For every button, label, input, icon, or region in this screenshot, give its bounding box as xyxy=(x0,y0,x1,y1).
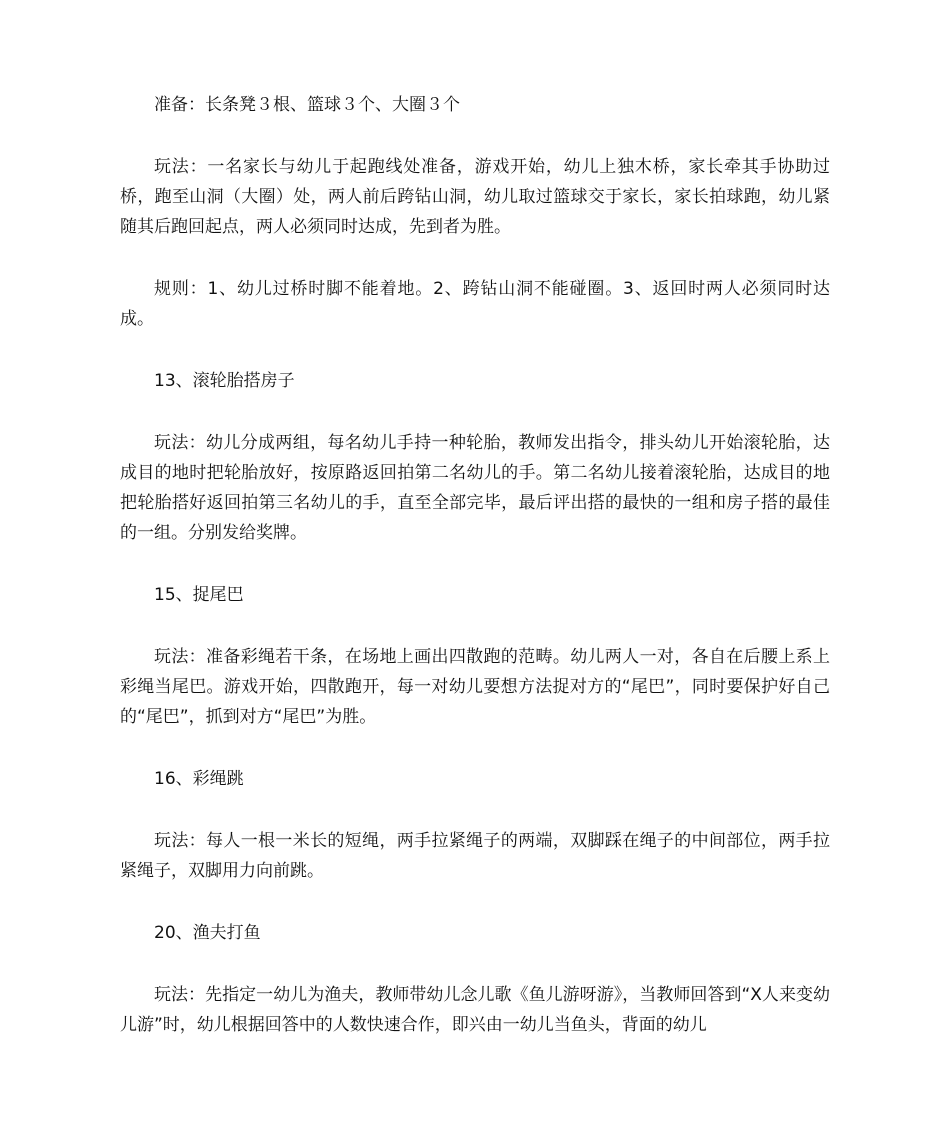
document-body xyxy=(120,90,830,1072)
section-heading: 20、渔夫打鱼 xyxy=(154,923,261,943)
section-heading: 13、滚轮胎搭房子 xyxy=(154,371,295,391)
section-heading: 15、捉尾巴 xyxy=(154,585,244,605)
play-method-paragraph: 玩法：每人一根一米长的短绳，两手拉紧绳子的两端，双脚踩在绳子的中间部位，两手拉紧绳子，双脚用力向前跳。 xyxy=(120,831,830,881)
play-method-paragraph: 玩法：一名家长与幼儿于起跑线处准备，游戏开始，幼儿上独木桥，家长牵其手协助过桥，跑至山洞（大圈）处，两人前后跨钻山洞，幼儿取过篮球交于家长，家长拍球跑，幼儿紧随其后跑回起点，两人必须同时达成，先到者为胜。 xyxy=(120,157,830,237)
rules-paragraph: 规则：1、幼儿过桥时脚不能着地。2、跨钻山洞不能碰圈。3、返回时两人必须同时达成。 xyxy=(120,279,830,329)
play-method-paragraph: 玩法：准备彩绳若干条，在场地上画出四散跑的范畴。幼儿两人一对，各自在后腰上系上彩绳当尾巴。游戏开始，四散跑开，每一对幼儿要想方法捉对方的“尾巴”，同时要保护好自己的“尾巴”，抓到对方“尾巴”为胜。 xyxy=(120,647,830,727)
play-method-paragraph: 玩法：幼儿分成两组，每名幼儿手持一种轮胎，教师发出指令，排头幼儿开始滚轮胎，达成目的地时把轮胎放好，按原路返回拍第二名幼儿的手。第二名幼儿接着滚轮胎，达成目的地把轮胎搭好返回拍第三名幼儿的手，直至全部完毕，最后评出搭的最快的一组和房子搭的最佳的一组。分别发给奖牌。 xyxy=(120,433,830,543)
section-heading: 16、彩绳跳 xyxy=(154,769,244,789)
prep-paragraph: 准备：长条凳３根、篮球３个、大圈３个 xyxy=(154,95,460,115)
play-method-paragraph: 玩法：先指定一幼儿为渔夫，教师带幼儿念儿歌《鱼儿游呀游》，当教师回答到“X人来变幼儿游”时，幼儿根据回答中的人数快速合作，即兴由一幼儿当鱼头，背面的幼儿 xyxy=(120,985,830,1035)
